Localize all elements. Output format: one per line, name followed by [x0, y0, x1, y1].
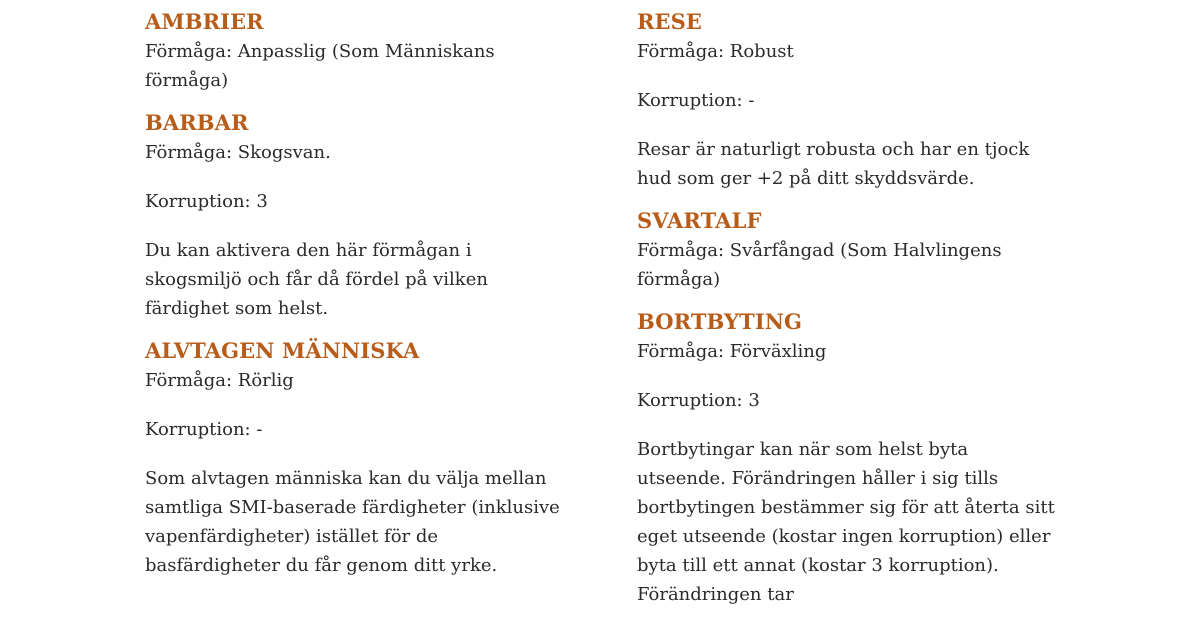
ability-line: Förmåga: Förväxling: [637, 341, 827, 362]
corruption-line: Korruption: 3: [637, 390, 760, 411]
entry-title: BORTBYTING: [637, 309, 803, 334]
description-text: Du kan aktivera den här förmågan i skogsmiljö och får då fördel på vilken färdighet som helst.: [145, 240, 488, 319]
ability-line: Förmåga: Skogsvan.: [145, 142, 331, 163]
entry-rese: [637, 8, 1057, 193]
ability-line: Förmåga: Robust: [637, 41, 794, 62]
entry-svartalf: [637, 207, 1057, 294]
entry-title: SVARTALF: [637, 208, 762, 233]
entry-barbar: [145, 109, 565, 323]
entry-title: ALVTAGEN MÄNNISKA: [145, 338, 420, 363]
description-text: Resar är naturligt robusta och har en tjock hud som ger +2 på ditt skyddsvärde.: [637, 139, 1030, 189]
ability-line: Förmåga: Svårfångad (Som Halvlingens förmåga): [637, 240, 1002, 290]
entry-ambrier: [145, 8, 565, 95]
left-column: [145, 8, 565, 594]
corruption-line: Korruption: 3: [145, 191, 268, 212]
description-text: Bortbytingar kan när som helst byta utseende. Förändringen håller i sig tills bortbytingen bestämmer sig för att återta sitt eget utseende (kostar ingen korruption) eller byta till ett annat (kostar 3 korruption). Förändringen tar: [637, 439, 1055, 605]
right-column: [637, 8, 1057, 623]
description-text: Som alvtagen människa kan du välja mellan samtliga SMI-baserade färdigheter (inklusive vapenfärdigheter) istället för de basfärdigheter du får genom ditt yrke.: [145, 468, 560, 576]
ability-line: Förmåga: Anpasslig (Som Människans förmåga): [145, 41, 495, 91]
ability-line: Förmåga: Rörlig: [145, 370, 294, 391]
entry-title: BARBAR: [145, 110, 249, 135]
entry-title: AMBRIER: [145, 9, 264, 34]
corruption-line: Korruption: -: [637, 90, 755, 111]
entry-alvtagen-manniska: [145, 337, 565, 580]
entry-title: RESE: [637, 9, 703, 34]
corruption-line: Korruption: -: [145, 419, 263, 440]
entry-bortbyting: [637, 308, 1057, 609]
